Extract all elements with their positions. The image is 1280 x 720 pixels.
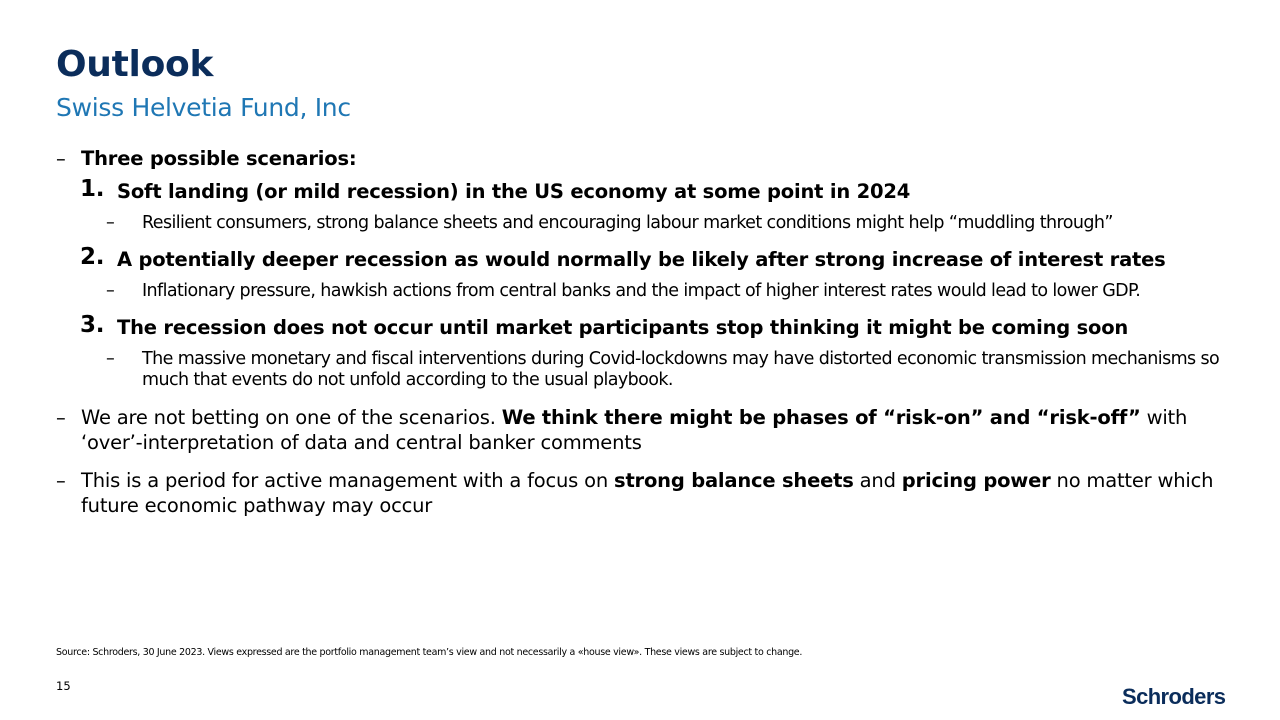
scenario-detail-text: Inflationary pressure, hawkish actions from central banks and the impact of higher interest rates would lead to lower GDP. [142, 281, 1141, 301]
scenario-detail-text: Resilient consumers, strong balance sheets and encouraging labour market conditions might help “muddling through” [142, 213, 1113, 233]
dash-marker: – [106, 213, 115, 233]
scenario-number: 2. [80, 244, 105, 270]
scenario-2-detail [56, 281, 1236, 302]
scenario-heading-text: A potentially deeper recession as would normally be likely after strong increase of interest rates [117, 248, 1166, 271]
bullet-text: and [853, 469, 902, 492]
bullet-text: no matter which future economic pathway may occur [81, 469, 1214, 517]
scenario-2-heading [56, 244, 1236, 272]
bullet-text: We are not betting on one of the scenarios. [81, 406, 502, 429]
page-subtitle: Swiss Helvetia Fund, Inc [56, 93, 351, 122]
scenario-3-heading [56, 312, 1236, 340]
bullet-text: This is a period for active management with a focus on [81, 469, 615, 492]
bullet-text: with ‘over’-interpretation of data and central banker comments [81, 406, 1188, 454]
bullet-bold-text: We think there might be phases of “risk-on” and “risk-off” [501, 406, 1141, 429]
bullet-bold-text: strong balance sheets [614, 469, 854, 492]
dash-marker: – [56, 147, 66, 170]
bullet-bold-text: pricing power [901, 469, 1051, 492]
scenario-3-detail [56, 349, 1222, 391]
page-title: Outlook [56, 44, 214, 85]
scenario-number: 1. [80, 176, 105, 202]
page-number: 15 [56, 679, 71, 693]
slide-content [56, 146, 1236, 518]
scenario-detail-text: The massive monetary and fiscal interventions during Covid-lockdowns may have distorted economic transmission mechanisms so much that events do not unfold according to the usual playbook. [142, 349, 1220, 390]
scenario-heading-text: The recession does not occur until market participants stop thinking it might be coming soon [117, 316, 1129, 339]
bullet-not-betting [56, 405, 1236, 455]
schroders-logo: Schroders [1122, 684, 1226, 709]
scenario-number: 3. [80, 312, 105, 338]
scenario-1-detail [56, 213, 1236, 234]
scenarios-heading: Three possible scenarios: [81, 147, 357, 170]
source-footnote: Source: Schroders, 30 June 2023. Views expressed are the portfolio management team’s view and not necessarily a «house view». These views are subject to change. [56, 647, 803, 658]
bullet-active-management [56, 468, 1236, 518]
dash-marker: – [106, 281, 115, 301]
dash-marker: – [56, 469, 66, 492]
bullet-scenarios [56, 146, 1236, 171]
dash-marker: – [106, 349, 115, 369]
dash-marker: – [56, 406, 66, 429]
scenario-heading-text: Soft landing (or mild recession) in the US economy at some point in 2024 [117, 180, 911, 203]
scenario-1-heading [56, 176, 1236, 204]
